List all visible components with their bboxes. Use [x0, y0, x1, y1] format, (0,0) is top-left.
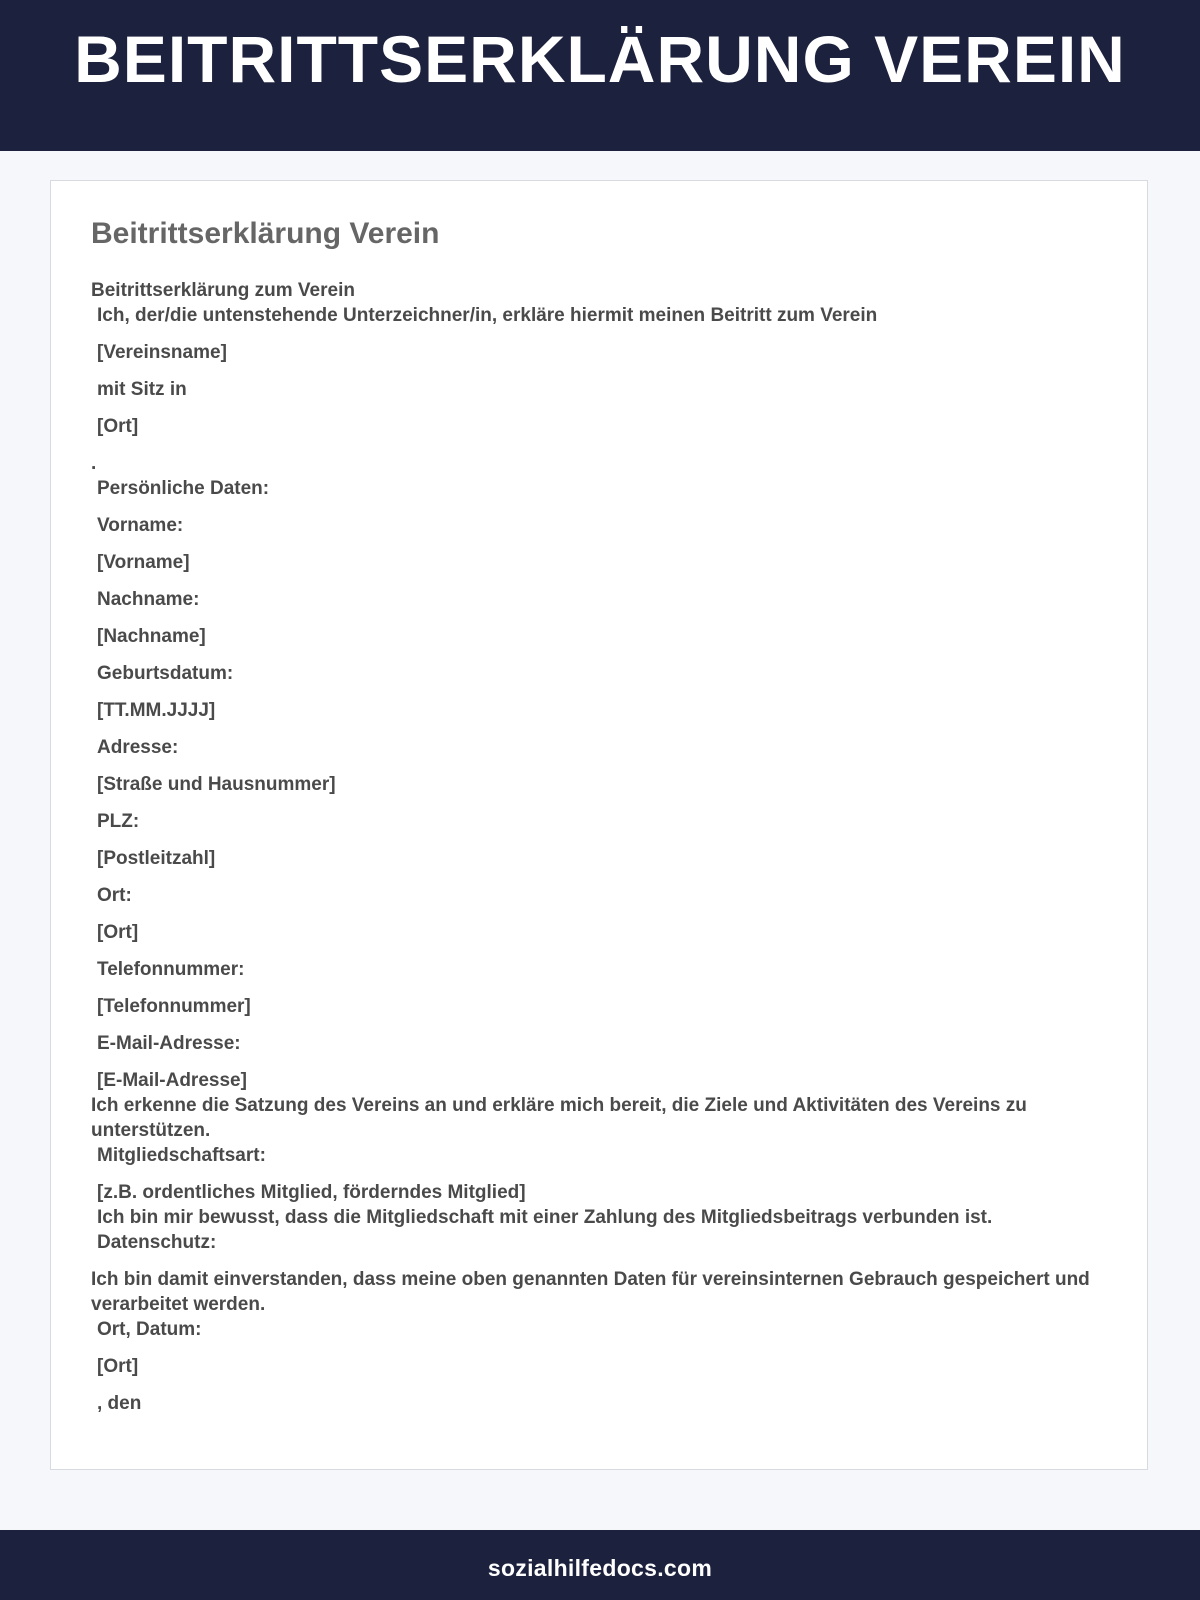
last-name-label: Nachname:	[97, 589, 200, 610]
document-heading: Beitrittserklärung Verein	[91, 217, 440, 250]
date-prefix: , den	[97, 1393, 142, 1414]
statute-acceptance-text: Ich erkenne die Satzung des Vereins an und erkläre mich bereit, die Ziele und Aktivitäten des Vereins zu unterstützen.	[91, 1095, 1027, 1141]
place-placeholder: [Ort]	[97, 1356, 139, 1377]
email-label: E-Mail-Adresse:	[97, 1033, 241, 1054]
header-banner	[0, 0, 1200, 151]
footer-site-link[interactable]: sozialhilfedocs.com	[487, 1554, 713, 1581]
first-name-label: Vorname:	[97, 515, 184, 536]
club-name-placeholder: [Vereinsname]	[97, 342, 227, 363]
last-name-placeholder: [Nachname]	[97, 626, 206, 647]
seat-label: mit Sitz in	[97, 379, 187, 400]
email-placeholder: [E-Mail-Adresse]	[97, 1070, 247, 1091]
address-placeholder: [Straße und Hausnummer]	[97, 774, 336, 795]
footer-banner	[0, 1530, 1200, 1600]
form-title-line: Beitrittserklärung zum Verein	[91, 280, 355, 301]
postal-code-label: PLZ:	[97, 811, 140, 832]
birth-date-placeholder: [TT.MM.JJJJ]	[97, 700, 216, 721]
city-label: Ort:	[97, 885, 132, 906]
postal-code-placeholder: [Postleitzahl]	[97, 848, 216, 869]
privacy-consent-text: Ich bin damit einverstanden, dass meine oben genannten Daten für vereinsinternen Gebrauch gespeichert und verarbeitet werden.	[91, 1269, 1090, 1315]
first-name-placeholder: [Vorname]	[97, 552, 190, 573]
fee-awareness-text: Ich bin mir bewusst, dass die Mitgliedschaft mit einer Zahlung des Mitgliedsbeitrags verbunden ist.	[97, 1207, 993, 1228]
seat-placeholder: [Ort]	[97, 416, 139, 437]
document-body	[91, 278, 1111, 1416]
sentence-end-period: .	[91, 453, 97, 474]
phone-placeholder: [Telefonnummer]	[97, 996, 251, 1017]
banner-title: BEITRITTSERKLÄRUNG VEREIN	[74, 22, 1126, 97]
membership-type-placeholder: [z.B. ordentliches Mitglied, förderndes Mitglied]	[97, 1182, 526, 1203]
city-placeholder: [Ort]	[97, 922, 139, 943]
personal-data-label: Persönliche Daten:	[97, 478, 270, 499]
phone-label: Telefonnummer:	[97, 959, 245, 980]
membership-type-label: Mitgliedschaftsart:	[97, 1145, 266, 1166]
declaration-line: Ich, der/die untenstehende Unterzeichner/in, erkläre hiermit meinen Beitritt zum Verein	[97, 305, 878, 326]
place-date-label: Ort, Datum:	[97, 1319, 202, 1340]
document-card	[50, 180, 1148, 1470]
privacy-label: Datenschutz:	[97, 1232, 217, 1253]
address-label: Adresse:	[97, 737, 179, 758]
birth-date-label: Geburtsdatum:	[97, 663, 234, 684]
